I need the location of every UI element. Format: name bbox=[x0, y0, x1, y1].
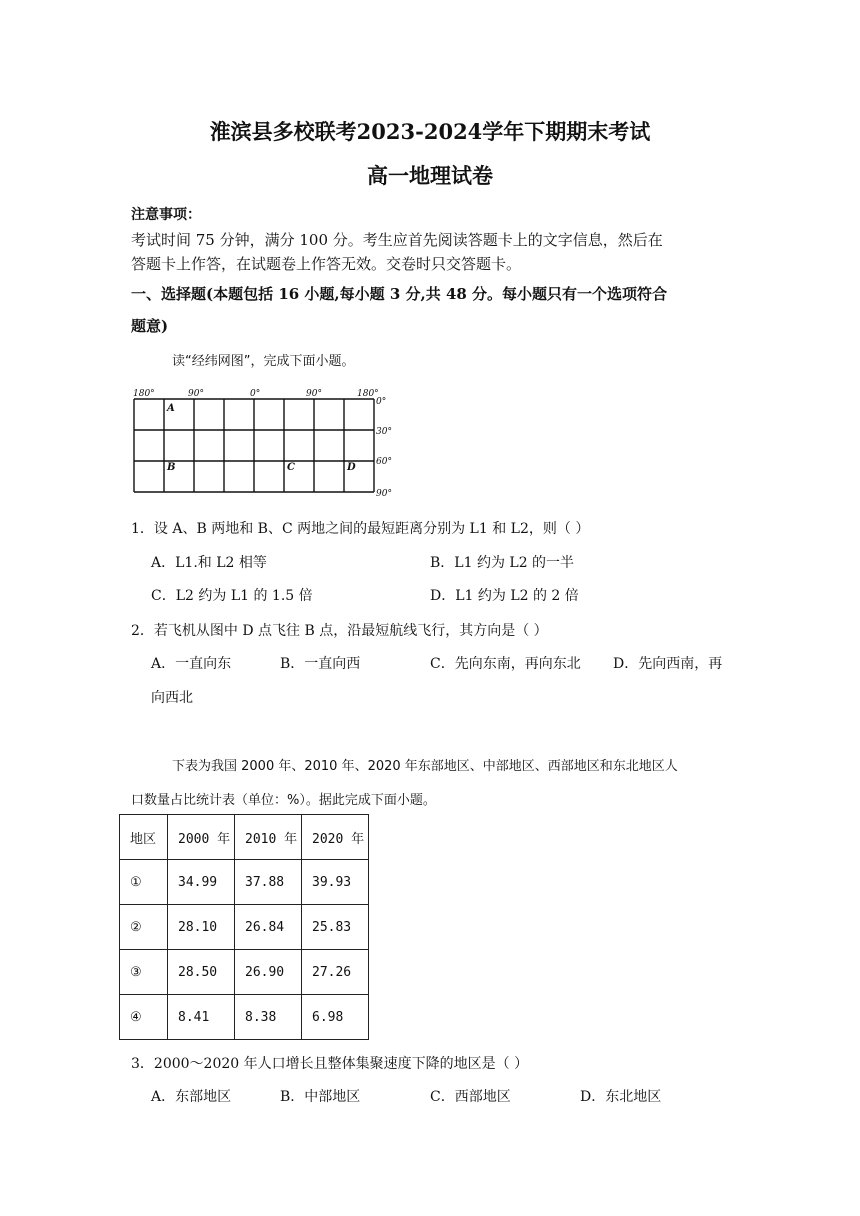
header-2020: 2020 年 bbox=[302, 815, 369, 860]
lon-label-90-west: 90° bbox=[188, 389, 204, 399]
lat-label-30: 30° bbox=[376, 427, 392, 437]
q1-option-a[interactable]: A．L1.和 L2 相等 bbox=[151, 555, 267, 571]
value-cell: 25.83 bbox=[302, 905, 369, 950]
value-cell: 26.84 bbox=[235, 905, 302, 950]
notice-heading: 注意事项： bbox=[131, 207, 201, 223]
value-cell: 8.41 bbox=[168, 995, 235, 1040]
q1-option-c[interactable]: C．L2 约为 L1 的 1.5 倍 bbox=[151, 588, 313, 604]
region-cell: ③ bbox=[120, 950, 168, 995]
table-row bbox=[120, 860, 369, 905]
value-cell: 37.88 bbox=[235, 860, 302, 905]
q3-option-b[interactable]: B．中部地区 bbox=[280, 1089, 361, 1105]
exam-title: 淮滨县多校联考2023-2024学年下期期末考试 bbox=[209, 119, 651, 144]
q1-option-b[interactable]: B．L1 约为 L2 的一半 bbox=[430, 555, 575, 571]
value-cell: 6.98 bbox=[302, 995, 369, 1040]
map-intro: 读“经纬网图”，完成下面小题。 bbox=[172, 354, 355, 369]
region-cell: ④ bbox=[120, 995, 168, 1040]
region-cell: ② bbox=[120, 905, 168, 950]
value-cell: 34.99 bbox=[168, 860, 235, 905]
table-intro-line-2: 口数量占比统计表（单位：%）。据此完成下面小题。 bbox=[131, 793, 436, 808]
section-heading-line-1: 一、选择题(本题包括 16 小题,每小题 3 分,共 48 分。每小题只有一个选项符合 bbox=[131, 285, 668, 303]
table-row bbox=[120, 905, 369, 950]
q2-option-b[interactable]: B．一直向西 bbox=[280, 656, 361, 672]
point-d-label: D bbox=[347, 462, 356, 473]
region-cell: ① bbox=[120, 860, 168, 905]
notice-line-2: 答题卡上作答，在试题卷上作答无效。交卷时只交答题卡。 bbox=[131, 255, 522, 273]
value-cell: 28.10 bbox=[168, 905, 235, 950]
point-b-label: B bbox=[167, 462, 176, 473]
lat-lon-grid-map bbox=[128, 384, 390, 498]
table-row bbox=[120, 995, 369, 1040]
section-heading-line-2: 题意) bbox=[131, 317, 169, 335]
table-header-row bbox=[120, 815, 369, 860]
point-a-label: A bbox=[167, 403, 175, 414]
q2-stem: 2．若飞机从图中 D 点飞往 B 点，沿最短航线飞行，其方向是（ ） bbox=[131, 623, 548, 639]
table-intro-line-1: 下表为我国 2000 年、2010 年、2020 年东部地区、中部地区、西部地区和东北地区人 bbox=[172, 759, 678, 774]
q2-option-d-continued: 向西北 bbox=[151, 690, 193, 706]
notice-line-1: 考试时间 75 分钟，满分 100 分。考生应首先阅读答题卡上的文字信息，然后在 bbox=[131, 231, 663, 249]
header-2010: 2010 年 bbox=[235, 815, 302, 860]
header-2000: 2000 年 bbox=[168, 815, 235, 860]
q3-option-a[interactable]: A．东部地区 bbox=[151, 1089, 232, 1105]
lat-label-60: 60° bbox=[376, 457, 392, 467]
q3-stem: 3．2000～2020 年人口增长且整体集聚速度下降的地区是（ ） bbox=[131, 1056, 529, 1072]
lat-label-90: 90° bbox=[376, 489, 392, 499]
table-row bbox=[120, 950, 369, 995]
header-region: 地区 bbox=[120, 815, 168, 860]
point-c-label: C bbox=[287, 462, 295, 473]
lon-label-0: 0° bbox=[250, 389, 261, 399]
q1-option-d[interactable]: D．L1 约为 L2 的 2 倍 bbox=[430, 588, 579, 604]
value-cell: 8.38 bbox=[235, 995, 302, 1040]
q2-option-d[interactable]: D．先向西南，再 bbox=[613, 656, 723, 672]
value-cell: 28.50 bbox=[168, 950, 235, 995]
value-cell: 39.93 bbox=[302, 860, 369, 905]
value-cell: 27.26 bbox=[302, 950, 369, 995]
lon-label-90-east: 90° bbox=[306, 389, 322, 399]
value-cell: 26.90 bbox=[235, 950, 302, 995]
q2-option-a[interactable]: A．一直向东 bbox=[151, 656, 232, 672]
q1-stem: 1．设 A、B 两地和 B、C 两地之间的最短距离分别为 L1 和 L2，则（ ） bbox=[131, 521, 590, 537]
lon-label-180-east: 180° bbox=[357, 389, 379, 399]
lon-label-180-west: 180° bbox=[133, 389, 155, 399]
q2-option-c[interactable]: C．先向东南，再向东北 bbox=[430, 656, 581, 672]
exam-subtitle: 高一地理试卷 bbox=[367, 163, 493, 188]
q3-option-d[interactable]: D．东北地区 bbox=[580, 1089, 662, 1105]
lat-label-0: 0° bbox=[376, 397, 387, 407]
population-share-table bbox=[119, 814, 369, 1040]
q3-option-c[interactable]: C．西部地区 bbox=[430, 1089, 511, 1105]
